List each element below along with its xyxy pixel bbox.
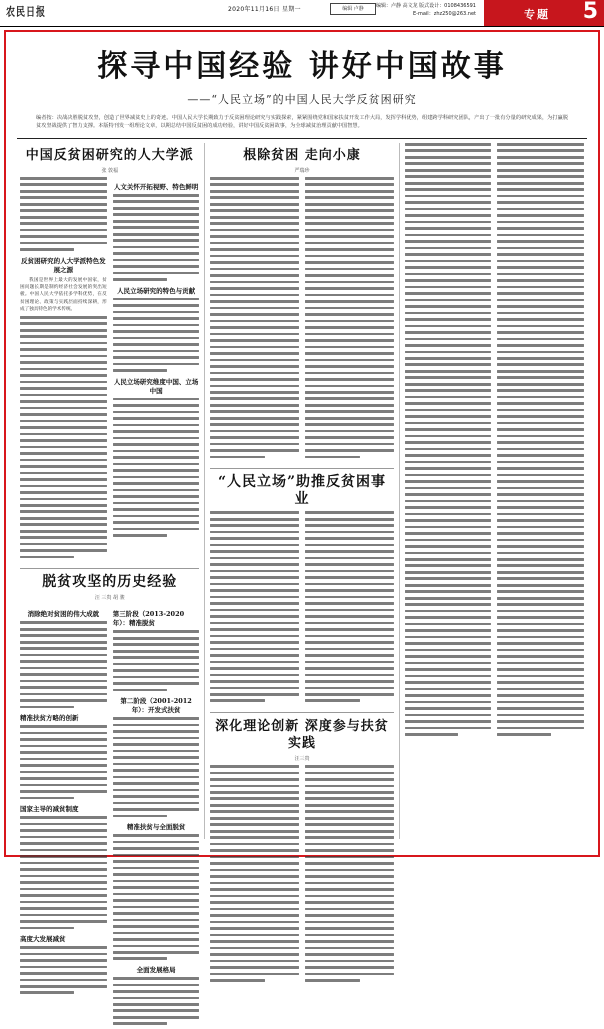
subhead-1-4: 人民立场研究维度中国、立场中国 [113, 377, 199, 395]
article-byline-4: 汪三贵 [294, 756, 310, 763]
column-2 [204, 143, 398, 839]
body-block [305, 511, 394, 702]
section-number: 5 [582, 0, 598, 24]
subhead-2-3: 国家主导的减贫制度 [20, 805, 79, 814]
subhead-1-2: 人文关怀开拓视野、特色鲜明 [113, 183, 199, 191]
subhead-1-1: 反贫困研究的人大学派特色发展之源 [21, 256, 106, 274]
column-3 [399, 143, 589, 839]
body-block [20, 946, 107, 994]
body-block [210, 177, 299, 458]
banner [9, 35, 595, 132]
subhead-2-5: 第三阶段（2013-2020年）：精准脱贫 [112, 610, 185, 628]
body-block [210, 765, 299, 982]
article-byline-3: 严瑞珍 [294, 168, 310, 174]
body-block [113, 398, 200, 537]
body-block [497, 143, 584, 736]
article-byline-1: 张 敦福 [101, 168, 119, 174]
article-title-renmin-standpoint: “人民立场”助推反贫困事业 [217, 474, 387, 508]
body-block [20, 816, 107, 929]
article-divider [210, 712, 393, 713]
body-block [113, 834, 200, 960]
body-block [20, 621, 107, 708]
body-block [113, 194, 200, 281]
editors-line: 编辑：卢静 高文龙 版式设计：0108436591 [376, 3, 476, 9]
article-title-history: 脱贫攻坚的历史经验 [42, 574, 178, 591]
article-byline-2: 汪 三贵 胡 骏 [94, 595, 125, 602]
body-block [305, 177, 394, 458]
section-flag [484, 0, 604, 26]
subhead-2-4: 高度大发展减贫 [20, 935, 66, 944]
page-frame [4, 30, 600, 975]
paper-name: 农民日报 [6, 6, 47, 20]
editor-note: 编者按：决战决胜脱贫攻坚，创造了世界减贫史上的奇迹。中国人民大学长期致力于反贫困理论研究与实践探索，紧紧围绕党和国家扶贫开发工作大局，发挥学科优势，组建跨学科研究团队，产出了一批有分量的研究成果，为打赢脱贫攻坚战提供了智力支撑。本版特刊发一组理论文章，以期总结中国反贫困的成功经验，讲好中国反贫困故事，为全球减贫治理贡献中国智慧。 [35, 115, 569, 129]
body-block [305, 765, 394, 982]
subhead-2-2: 精准扶贫方略的创新 [20, 714, 79, 723]
page-headline: 探寻中国经验 讲好中国故事 [97, 49, 507, 84]
email-line: E-mail：zhz250@263.net [413, 11, 476, 17]
article-divider [20, 568, 199, 569]
page-subheadline: ——“人民立场”的中国人民大学反贫困研究 [187, 93, 417, 106]
article-paragraph: 我国是世界上最大的发展中国家，贫困问题长期是制约经济社会发展的突出短板。中国人民大学依托多学科优势，在反贫困理论、政策与实践层面持续深耕，形成了独具特色的学术传统。 [20, 277, 107, 312]
subhead-1-3: 人民立场研究的特色与贡献 [117, 286, 196, 295]
publish-date: 2020年11月16日 星期一 [228, 6, 301, 13]
masthead [0, 0, 604, 27]
column-1 [15, 143, 204, 975]
editor-credits [376, 2, 476, 18]
body-block [20, 725, 107, 799]
page-inner [9, 35, 595, 975]
article-divider [210, 468, 393, 469]
subhead-2-7: 精准扶贫与全面脱贫 [126, 823, 186, 832]
body-block [113, 630, 200, 691]
body-block [210, 511, 299, 702]
article-columns [9, 139, 595, 975]
subhead-2-8: 全面发展格局 [136, 966, 176, 975]
body-block [113, 977, 200, 1025]
article-title-theory: 深化理论创新 深度参与扶贫实践 [215, 719, 389, 752]
subhead-2-6: 第二阶段（2001-2012年）：开发式扶贫 [120, 697, 192, 715]
subhead-2-1: 消除绝对贫困的伟大成就 [27, 610, 100, 619]
article-title-genchu: 根除贫困 走向小康 [243, 148, 361, 163]
body-block [405, 143, 492, 736]
section-label: 专题 [524, 8, 550, 21]
body-block [113, 717, 200, 817]
body-block [113, 298, 200, 372]
edition-box: 编辑 卢静 [330, 3, 376, 15]
body-block [20, 177, 107, 251]
article-title-renmin-school: 中国反贫困研究的人大学派 [25, 148, 194, 163]
body-block [20, 316, 107, 559]
